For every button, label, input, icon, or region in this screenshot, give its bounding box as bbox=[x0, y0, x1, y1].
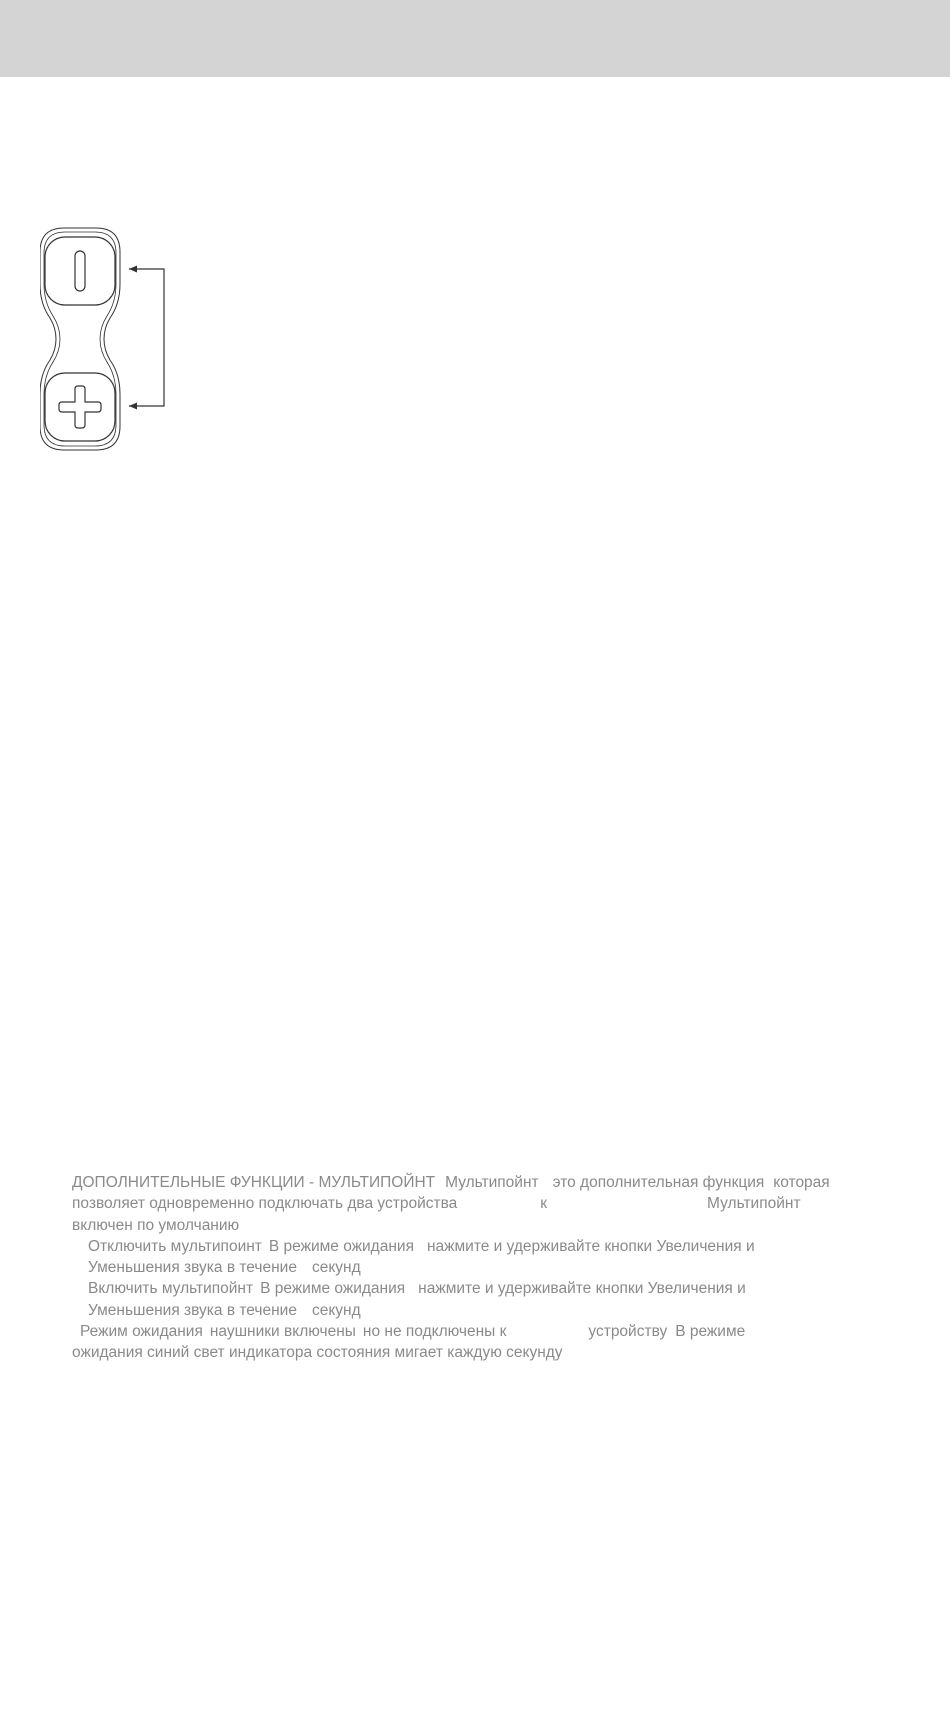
text-line: Отключить мультипоинт В режиме ожидания нажмите и удерживайте кнопки Увеличения и bbox=[88, 1237, 755, 1255]
volume-up-button[interactable] bbox=[45, 373, 115, 441]
text-line: Включить мультипойнт В режиме ожидания нажмите и удерживайте кнопки Увеличения и bbox=[88, 1280, 746, 1298]
arrow-up-target-icon bbox=[129, 266, 137, 273]
top-banner bbox=[0, 0, 950, 77]
section-heading: ДОПОЛНИТЕЛЬНЫЕ ФУНКЦИИ - МУЛЬТИПОЙНТ bbox=[72, 1174, 436, 1191]
text-line: позволяет одновременно подключать два устройства к Мультипойнт bbox=[72, 1195, 801, 1213]
text-line: включен по умолчанию bbox=[72, 1216, 240, 1234]
multipoint-instructions bbox=[72, 1172, 902, 1364]
volume-down-button[interactable] bbox=[45, 237, 115, 305]
remote-control-illustration bbox=[40, 226, 180, 452]
text-line: Уменьшения звука в течение секунд bbox=[88, 1259, 361, 1277]
text-line: ДОПОЛНИТЕЛЬНЫЕ ФУНКЦИИ - МУЛЬТИПОЙНТ Мультипойнт это дополнительная функция которая bbox=[72, 1174, 830, 1191]
text-line: Уменьшения звука в течение секунд bbox=[88, 1301, 361, 1319]
remote-outer-shell bbox=[40, 228, 120, 450]
bracket-line bbox=[129, 269, 164, 406]
arrow-down-target-icon bbox=[129, 403, 137, 410]
plus-icon bbox=[59, 386, 101, 428]
remote-inner-shell bbox=[44, 232, 116, 446]
minus-icon bbox=[75, 251, 85, 291]
text-line: ожидания синий свет индикатора состояния мигает каждую секунду bbox=[72, 1344, 563, 1362]
text-line: Режим ожидания наушники включены но не подключены к устройству В режиме bbox=[80, 1323, 746, 1341]
